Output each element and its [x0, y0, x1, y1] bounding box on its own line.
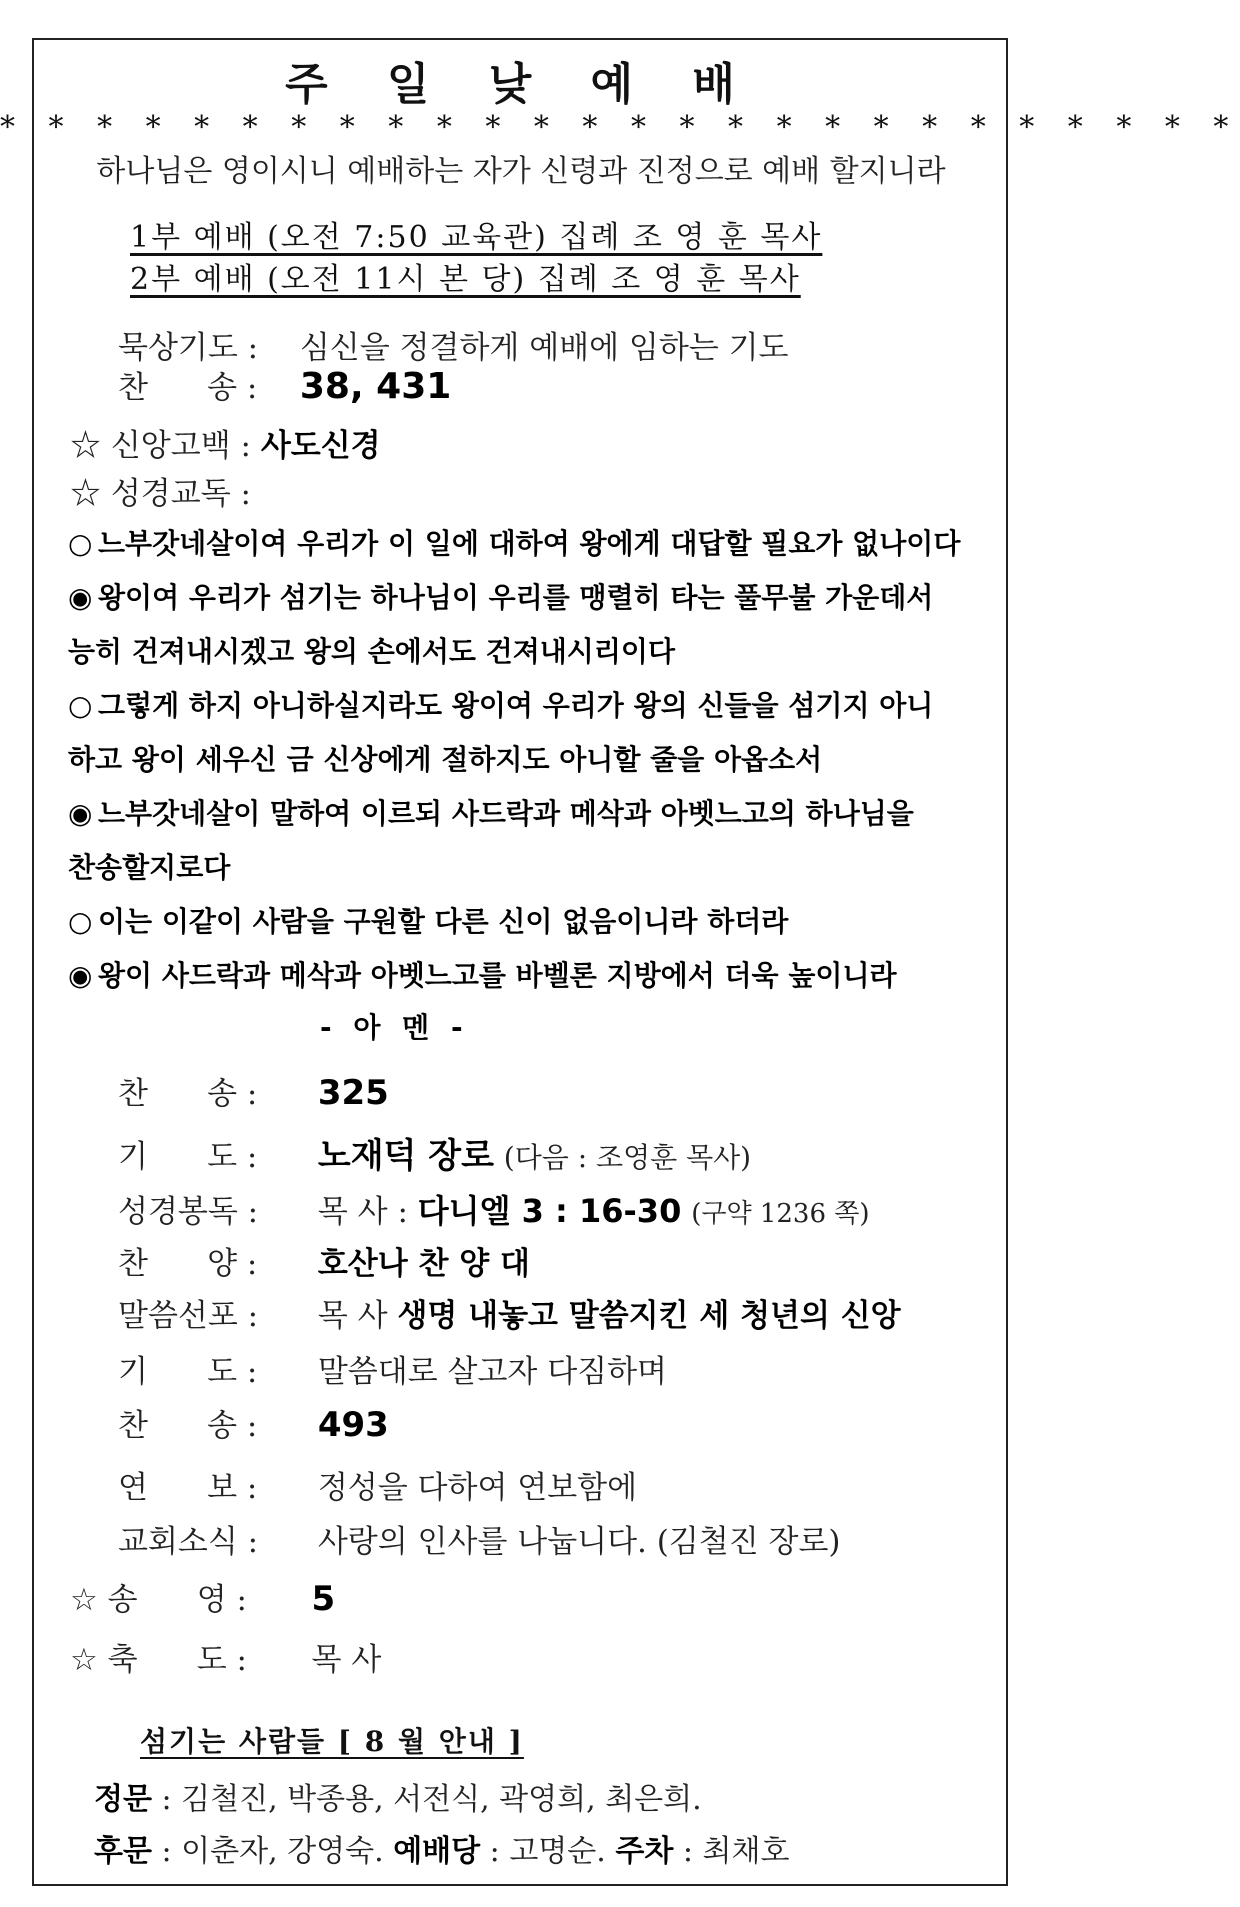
meditation-value: 심신을 정결하게 예배에 임하는 기도 — [299, 330, 789, 366]
leader-mark-icon: ○ — [68, 527, 93, 560]
prayer-leader: 노재덕 장로 — [317, 1136, 494, 1176]
choir-value: 호산나 찬 양 대 — [317, 1246, 530, 1282]
creed-row — [70, 420, 381, 465]
prayer-row: 기 도 : 노재덕 장로 (다음 : 조영훈 목사) — [118, 1136, 752, 1176]
news-row: 교회소식 : 사랑의 인사를 나눕니다. (김철진 장로) — [118, 1524, 841, 1560]
congregation-mark-icon: ◉ — [68, 797, 93, 830]
leader-mark-icon: ○ — [68, 689, 93, 722]
benediction-row: ☆ 축 도 : 목 사 — [70, 1642, 382, 1678]
congregation-mark-icon: ◉ — [68, 581, 93, 614]
meditation-label: 묵상기도 : — [118, 330, 259, 366]
hymn2-row: 찬 송 : 325 — [118, 1073, 389, 1113]
meditation-row — [118, 322, 788, 367]
prayer-note: (다음 : 조영훈 목사) — [503, 1141, 752, 1174]
scripture-page: (구약 1236 쪽) — [691, 1199, 870, 1229]
star-divider: * * * * * * * * * * * * * * * * * * * * * * * * * * — [0, 110, 1240, 145]
doxology-row: ☆ 송 영 : 5 — [70, 1579, 336, 1619]
sermon-title: 생명 내놓고 말씀지킨 세 청년의 신앙 — [397, 1298, 901, 1334]
choir-row: 찬 양 : 호산나 찬 양 대 — [118, 1246, 530, 1282]
theme-verse: 하나님은 영이시니 예배하는 자가 신령과 진정으로 예배 할지니라 — [96, 154, 946, 189]
service-2: 2부 예배 (오전 11시 본 당) 집례 조 영 훈 목사 — [130, 262, 801, 297]
servers-line-1: 정문 : 김철진, 박종용, 서전식, 곽영희, 최은희. — [94, 1782, 702, 1817]
star-icon: ☆ — [70, 476, 101, 512]
offering-row: 연 보 : 정성을 다하여 연보함에 — [118, 1470, 638, 1506]
reading-line: ○ 느부갓네살이여 우리가 이 일에 대하여 왕에게 대답할 필요가 없나이다 — [68, 527, 961, 560]
star-icon: ☆ — [70, 1642, 98, 1678]
reading-line: ◉ 왕이 사드락과 메삭과 아벳느고를 바벨론 지방에서 더욱 높이니라 — [68, 959, 897, 992]
amen: - 아 멘 - — [320, 1011, 469, 1044]
creed-label: 신앙고백 : — [110, 428, 251, 464]
scripture-row: 성경봉독 : 목 사 : 다니엘 3 : 16-30 (구약 1236 쪽) — [118, 1192, 870, 1230]
reading-label-row — [70, 468, 251, 513]
reading-line: 하고 왕이 세우신 금 신상에게 절하지도 아니할 줄을 아옵소서 — [68, 743, 823, 776]
congregation-mark-icon: ◉ — [68, 959, 93, 992]
hymn3-row: 찬 송 : 493 — [118, 1405, 389, 1445]
star-icon: ☆ — [70, 1582, 98, 1618]
servers-line-2: 후문 : 이춘자, 강영숙. 예배당 : 고명순. 주차 : 최채호 — [94, 1834, 790, 1869]
hymn3-value: 493 — [317, 1405, 389, 1445]
page-title: 주 일 낮 예 배 — [285, 59, 757, 110]
hymn1-row — [118, 362, 451, 407]
reading-line: 능히 건져내시겠고 왕의 손에서도 건져내시리이다 — [68, 635, 676, 668]
hymn1-value: 38, 431 — [299, 366, 452, 407]
prayer2-row: 기 도 : 말씀대로 살고자 다짐하며 — [118, 1354, 667, 1390]
hymn1-label: 찬 송 : — [118, 370, 258, 406]
scripture-ref: 다니엘 3 : 16-30 — [417, 1192, 682, 1230]
hymn2-value: 325 — [317, 1073, 389, 1113]
service-1: 1부 예배 (오전 7:50 교육관) 집례 조 영 훈 목사 — [130, 220, 823, 255]
reading-label: 성경교독 : — [110, 476, 251, 512]
leader-mark-icon: ○ — [68, 905, 93, 938]
reading-line: ○ 그렇게 하지 아니하실지라도 왕이여 우리가 왕의 신들을 섬기지 아니 — [68, 689, 934, 722]
reading-line: ◉ 느부갓네살이 말하여 이르되 사드락과 메삭과 아벳느고의 하나님을 — [68, 797, 914, 830]
reading-line: 찬송할지로다 — [68, 851, 231, 884]
reading-line: ○ 이는 이같이 사람을 구원할 다른 신이 없음이니라 하더라 — [68, 905, 789, 938]
creed-value: 사도신경 — [260, 428, 381, 464]
sermon-row: 말씀선포 : 목 사 생명 내놓고 말씀지킨 세 청년의 신앙 — [118, 1298, 901, 1334]
servers-title: 섬기는 사람들 [ 8 월 안내 ] — [140, 1725, 524, 1758]
star-icon: ☆ — [70, 428, 101, 464]
reading-line: ◉ 왕이여 우리가 섬기는 하나님이 우리를 맹렬히 타는 풀무불 가운데서 — [68, 581, 934, 614]
doxology-value: 5 — [311, 1579, 336, 1619]
